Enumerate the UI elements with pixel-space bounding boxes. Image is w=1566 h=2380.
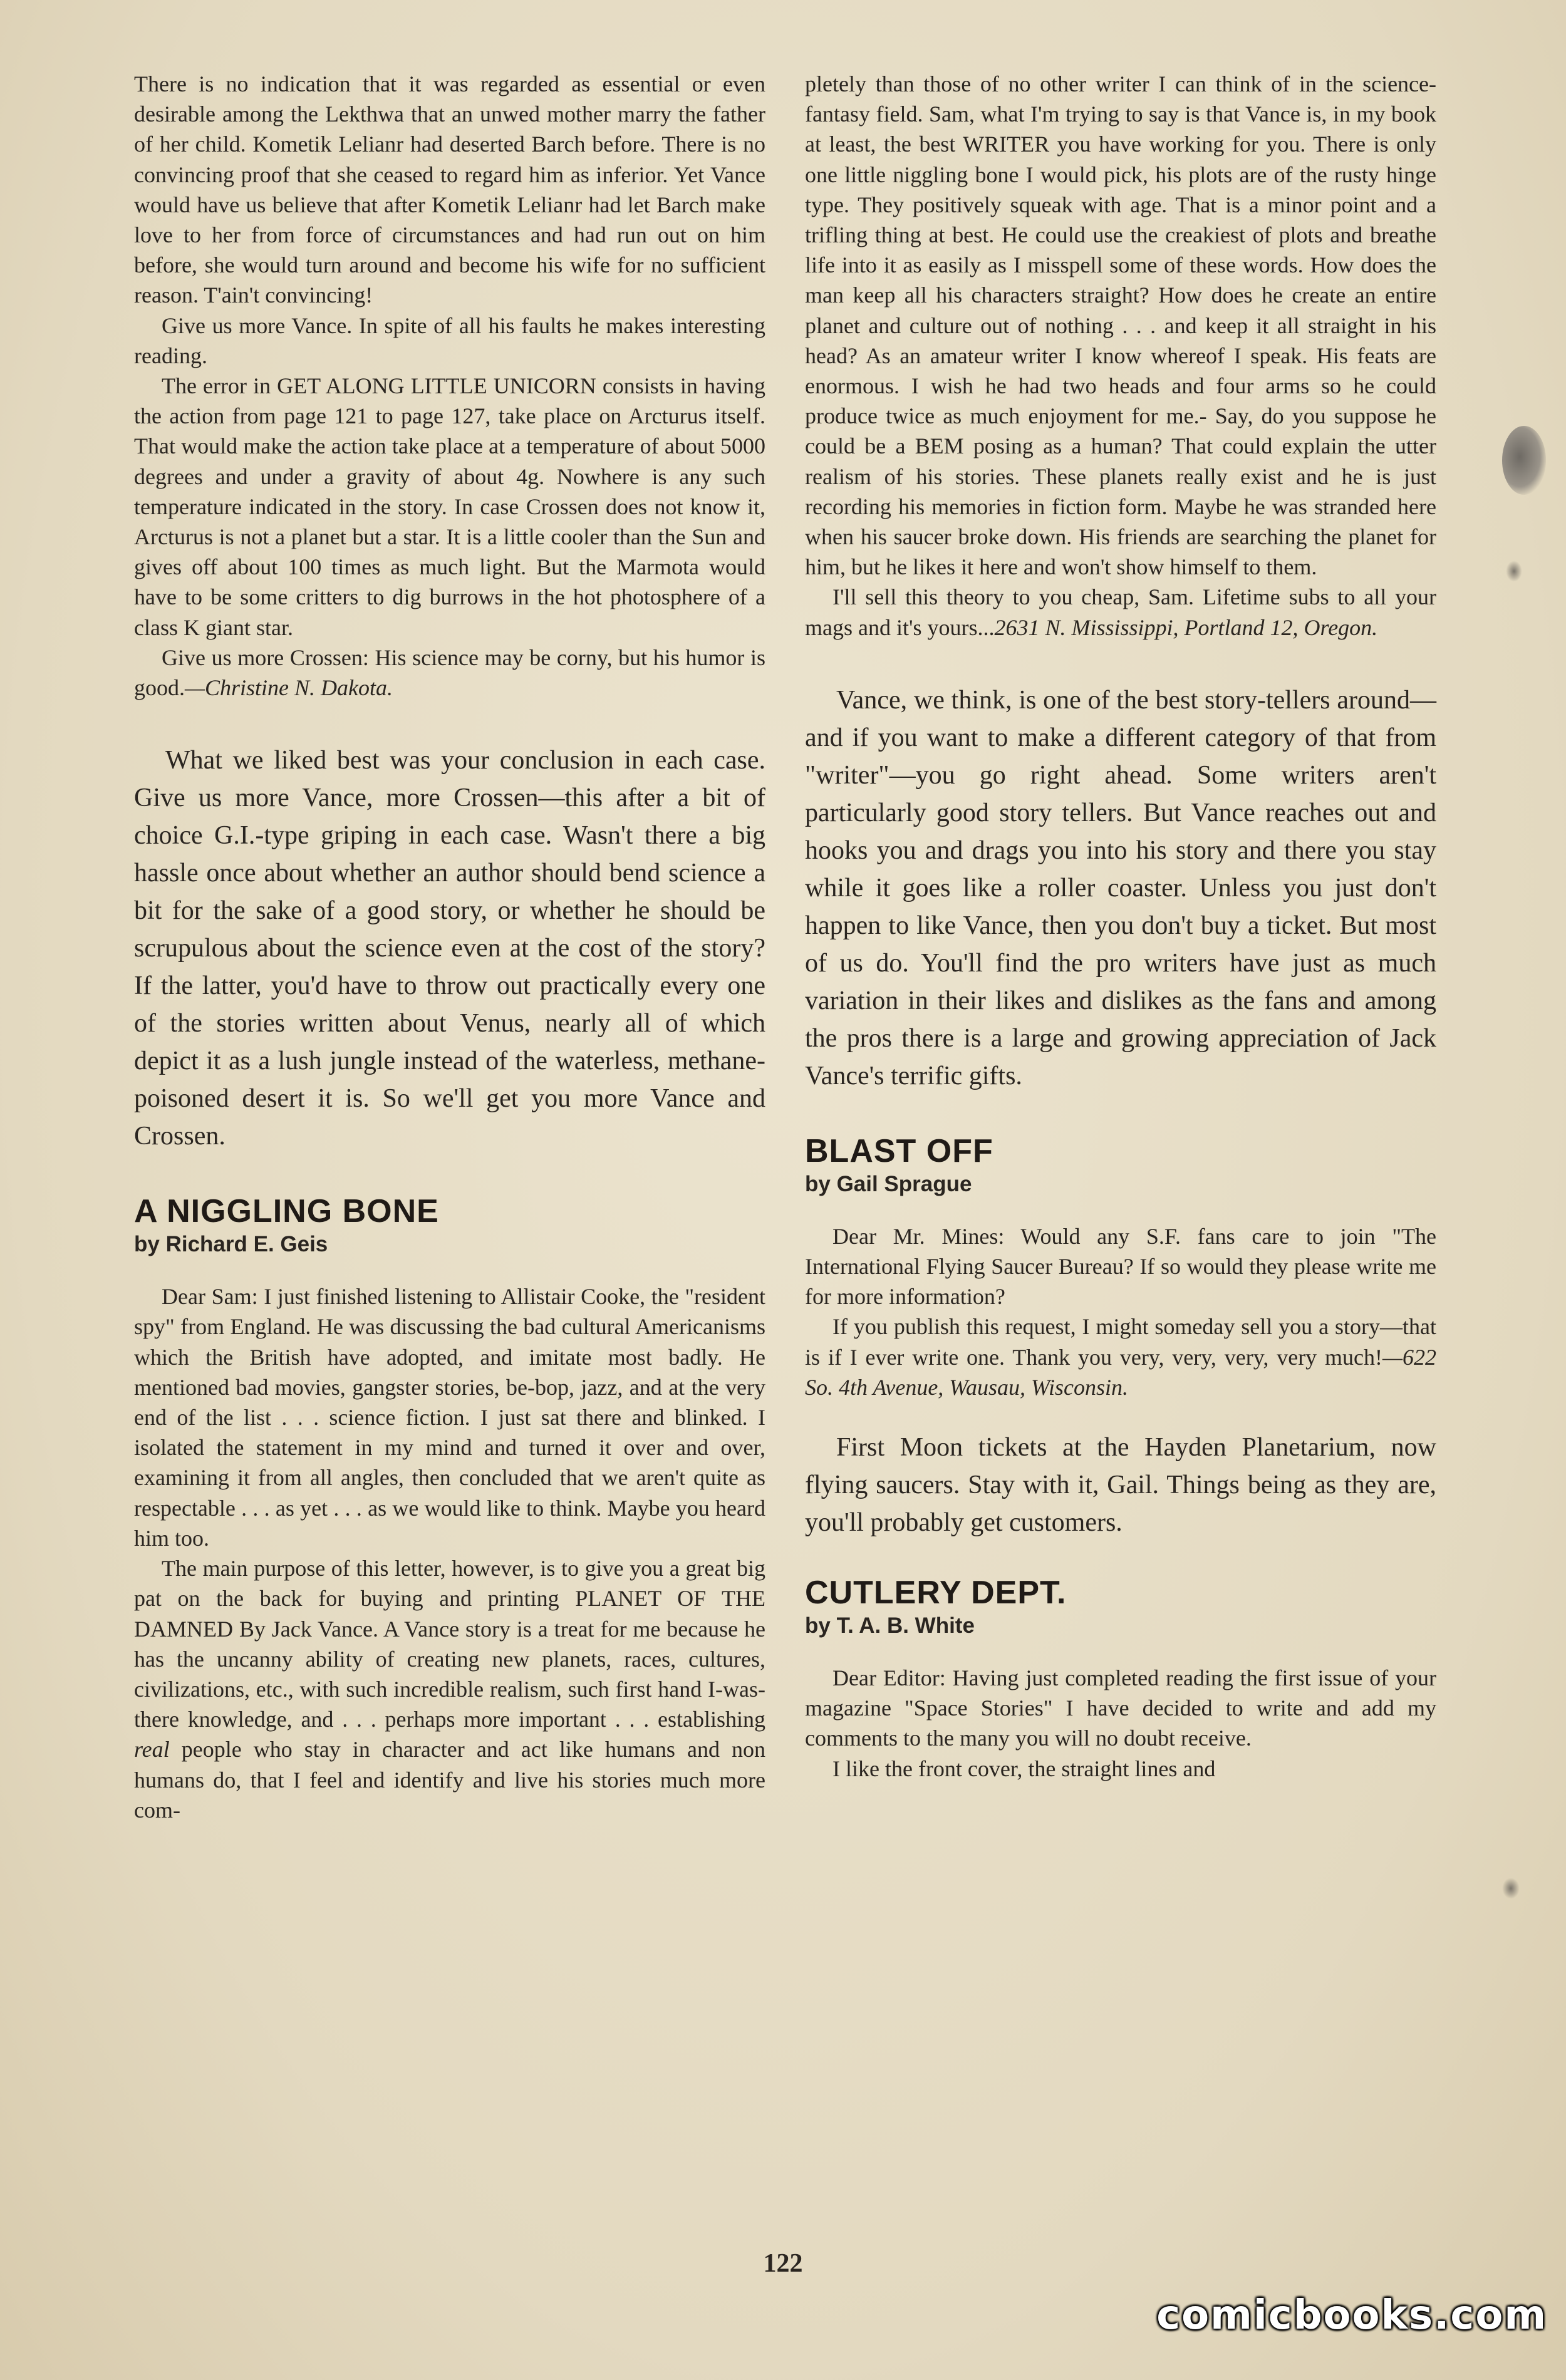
letter-text: I'll sell this theory to you cheap, Sam. Lifetime subs to all your mags and it's yours...: [805, 584, 1436, 640]
letter-paragraph: [805, 582, 1436, 642]
letter-address: 2631 N. Mississippi, Portland 12, Oregon.: [994, 614, 1378, 640]
letter-paragraph: Dear Sam: I just finished listening to Allistair Cooke, the "resident spy" from England. He was discussing the bad cultural Americanisms which the British have adopted, and imitate most badly. He mentioned bad movies, gangster stories, be-bop, jazz, and at the very end of the list . . . science fiction. I just sat there and blinked. I isolated the statement in my mind and turned it over and over, examining it from all angles, then concluded that we aren't quite as respectable . . . as yet . . . as we would like to think. Maybe you heard him too.: [134, 1284, 765, 1551]
page-number: 122: [763, 2249, 803, 2278]
letter-paragraph: [134, 643, 765, 703]
letter-tab-white: [805, 1663, 1436, 1784]
letter-christine-continued: [134, 69, 765, 703]
right-column: [805, 69, 1436, 1784]
letter-paragraph: pletely than those of no other writer I can think of in the science-fantasy field. Sam, what I'm trying to say is that Vance is, in my book at least, the best WRITER you have working for you. There is only one little niggling bone I would pick, his plots are of the rusty hinge type. They positively squeak with age. That is a minor point and a trifling thing at best. He could use the creakiest of plots and breathe life into it as easily as I misspell some of these words. How does the man keep all his characters straight? How does he create an entire planet and culture out of nothing . . . and keep it all straight in his head? As an amateur writer I know whereof I speak. His feats are enormous. I wish he had two heads and four arms so he could produce twice as much enjoyment for me.- Say, do you suppose he could be a BEM posing as a human? That could explain the utter realism of his stories. These planets really exist and he is just recording his memories in fiction form. Maybe he was stranded here when his saucer broke down. His friends are searching the planet for him, but he likes it here and won't show himself to them.: [805, 71, 1436, 580]
binder-hole: [1506, 561, 1522, 582]
letter-paragraph: Give us more Vance. In spite of all his faults he makes interesting reading.: [134, 313, 765, 368]
editor-reply: First Moon tickets at the Hayden Planetarium, now flying saucers. Stay with it, Gail. Things being as they are, you'll probably get customers.: [805, 1433, 1436, 1538]
section-byline: by Richard E. Geis: [134, 1232, 328, 1257]
letter-paragraph: There is no indication that it was regarded as essential or even desirable among the Lekthwa that an unwed mother marry the father of her child. Kometik Lelianr had deserted Barch before. There is no convincing proof that she ceased to regard him as inferior. Yet Vance would have us believe that after Kometik Lelianr had let Barch make love to her from force of circumstances and had run out on him before, she would turn around and become his wife for no sufficient reason. T'ain't convincing!: [134, 71, 765, 308]
left-column: [134, 69, 765, 1825]
letter-paragraph: [134, 1553, 765, 1825]
section-heading: BLAST OFF: [805, 1132, 993, 1169]
letter-richard-geis: [134, 1281, 765, 1825]
emphasis-word: real: [134, 1737, 170, 1762]
binder-hole: [1502, 1878, 1520, 1899]
letter-paragraph: The error in GET ALONG LITTLE UNICORN consists in having the action from page 121 to page 127, take place on Arcturus itself. That would make the action take place at a temperature of about 5000 degrees and under a gravity of about 4g. Nowhere is any such temperature indicated in the story. In case Crossen does not know it, Arcturus is not a planet but a star. It is a little cooler than the Sun and gives off about 100 times as much light. But the Marmota would have to be some critters to dig burrows in the hot photosphere of a class K giant star.: [134, 373, 765, 640]
letter-text: If you publish this request, I might someday sell you a story—that is if I ever write one. Thank you very, very, very, very much!: [805, 1314, 1436, 1370]
editor-reply: What we liked best was your conclusion in each case. Give us more Vance, more Crossen—this after a bit of choice G.I.-type griping in each case. Wasn't there a big hassle once about whether an author should bend science a bit for the sake of a good story, or whether he should be scrupulous about the science even at the cost of the story? If the latter, you'd have to throw out practically every one of the stories written about Venus, nearly all of which depict it as a lush jungle instead of the waterless, methane-poisoned desert it is. So we'll get you more Vance and Crossen.: [134, 746, 765, 1151]
letter-signature: —Christine N. Dakota.: [185, 675, 393, 701]
letter-text: The main purpose of this letter, however, is to give you a great big pat on the back for buying and printing PLANET OF THE DAMNED By Jack Vance. A Vance story is a treat for me because he has the uncanny ability of creating new planets, races, cultures, civilizations, etc., with such incredible realism, such first hand I-was-there knowledge, and . . . perhaps more important . . . establishing: [134, 1556, 765, 1732]
letter-paragraph: Dear Mr. Mines: Would any S.F. fans care to join "The International Flying Saucer Bureau? If so would they please write me for more information?: [805, 1223, 1436, 1310]
letter-richard-geis-continued: [805, 69, 1436, 643]
letter-text: people who stay in character and act like humans and non humans do, that I feel and identify and live his stories much more com-: [134, 1737, 765, 1823]
letter-address: —622 So. 4th Avenue, Wausau, Wisconsin.: [805, 1344, 1436, 1400]
section-blast-off: [805, 1132, 1436, 1541]
section-byline: by T. A. B. White: [805, 1613, 975, 1638]
editor-reply: Vance, we think, is one of the best story-tellers around—and if you want to make a different category of that from "writer"—you go right ahead. Some writers aren't particularly good story tellers. But Vance reaches out and hooks you and drags you into his story and there you stay while it goes like a roller coaster. Unless you just don't happen to like Vance, then you don't buy a ticket. But most of us do. You'll find the pro writers have just as much variation in their likes and dislikes as the fans and among the pros there is a large and growing appreciation of Jack Vance's terrific gifts.: [805, 685, 1436, 1090]
section-byline: by Gail Sprague: [805, 1171, 972, 1196]
letter-paragraph: [805, 1312, 1436, 1402]
letter-gail-sprague: [805, 1221, 1436, 1402]
section-heading: A NIGGLING BONE: [134, 1193, 439, 1230]
section-niggling-bone: [134, 1193, 765, 1825]
letter-paragraph: I like the front cover, the straight lines and: [832, 1756, 1216, 1781]
watermark: comicbooks.com: [1156, 2292, 1547, 2339]
letter-paragraph: Dear Editor: Having just completed reading the first issue of your magazine "Space Stories" I have decided to write and add my comments to the many you will no doubt receive.: [805, 1665, 1436, 1751]
letter-text: Give us more Crossen: His science may be corny, but his humor is good.: [134, 644, 765, 701]
binder-hole: [1502, 426, 1546, 495]
section-heading: CUTLERY DEPT.: [805, 1575, 1067, 1612]
section-cutlery-dept: [805, 1574, 1436, 1784]
